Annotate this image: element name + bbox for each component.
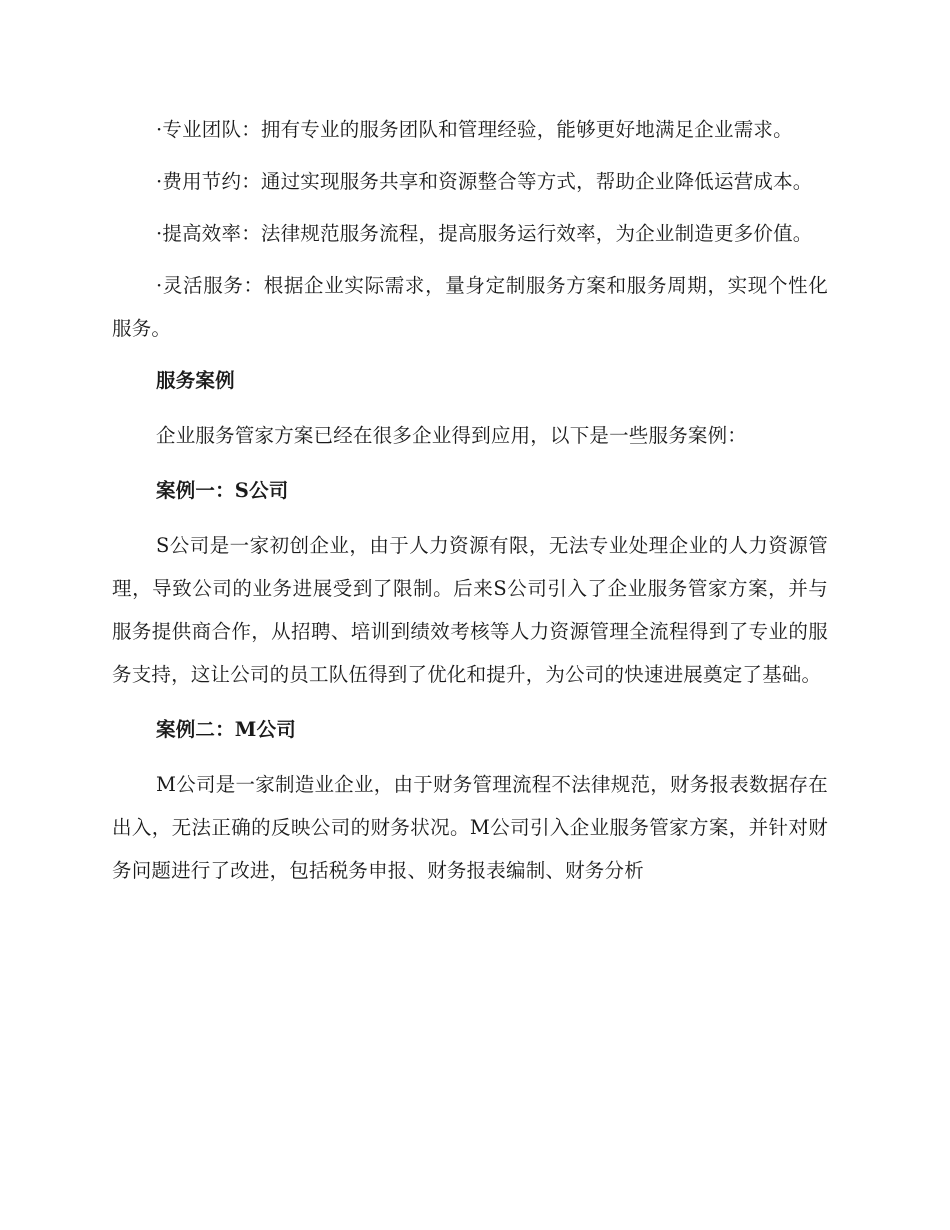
benefit-professional-team: ·专业团队：拥有专业的服务团队和管理经验，能够更好地满足企业需求。 <box>156 118 793 141</box>
section-heading-service-cases: 服务案例 <box>156 369 235 392</box>
benefit-cost-saving: ·费用节约：通过实现服务共享和资源整合等方式，帮助企业降低运营成本。 <box>156 170 813 193</box>
case-one-body: S公司是一家初创企业，由于人力资源有限，无法专业处理企业的人力资源管理，导致公司的业务进展受到了限制。后来S公司引入了企业服务管家方案，并与服务提供商合作，从招聘、培训到绩效考核等人力资源管理全流程得到了专业的服务支持，这让公司的员工队伍得到了优化和提升，为公司的快速进展奠定了基础。 <box>112 534 828 686</box>
benefit-flexible-service: ·灵活服务：根据企业实际需求，量身定制服务方案和服务周期，实现个性化服务。 <box>112 274 828 340</box>
case-two-heading: 案例二：M公司 <box>156 718 296 741</box>
case-one-heading: 案例一：S公司 <box>156 479 289 502</box>
service-cases-intro: 企业服务管家方案已经在很多企业得到应用，以下是一些服务案例： <box>156 424 748 447</box>
document-page <box>112 108 828 904</box>
case-two-body: M公司是一家制造业企业，由于财务管理流程不法律规范，财务报表数据存在出入，无法正确的反映公司的财务状况。M公司引入企业服务管家方案，并针对财务问题进行了改进，包括税务申报、财务报表编制、财务分析 <box>112 773 828 882</box>
benefit-efficiency: ·提高效率：法律规范服务流程，提高服务运行效率，为企业制造更多价值。 <box>156 222 813 245</box>
